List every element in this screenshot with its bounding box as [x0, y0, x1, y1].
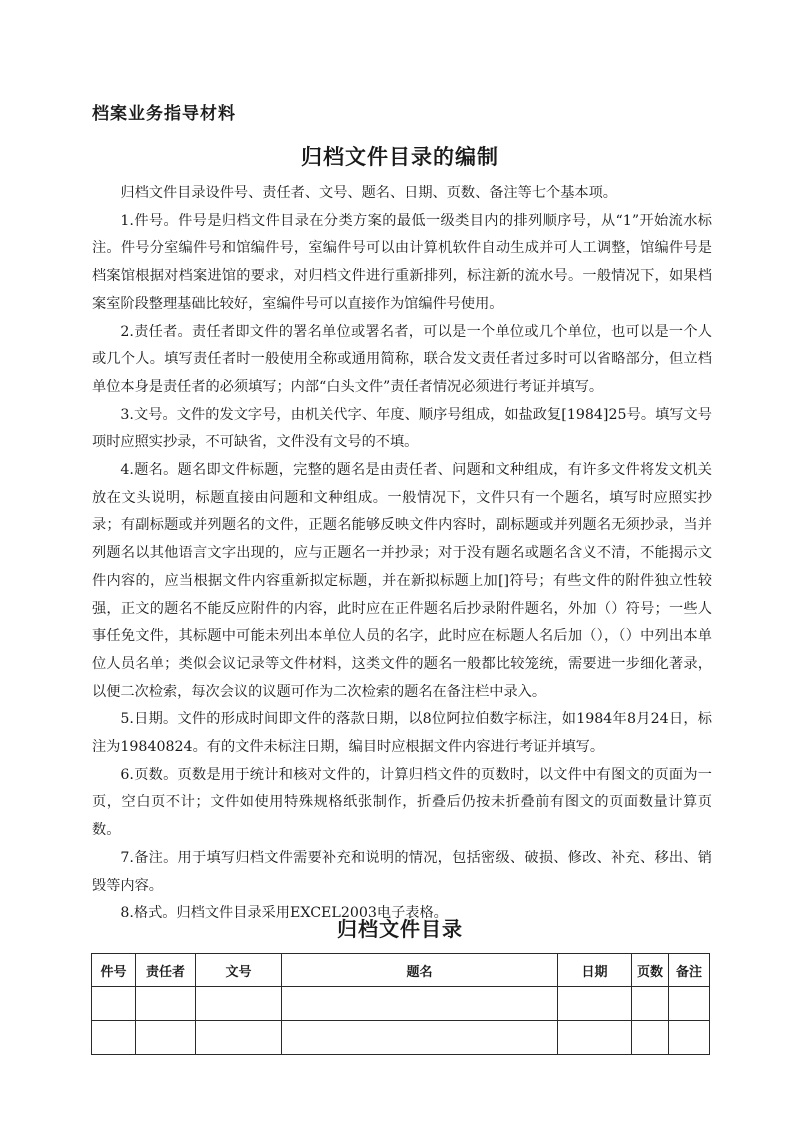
table-cell — [136, 1021, 196, 1055]
column-header-page-count: 页数 — [632, 954, 669, 987]
column-header-remarks: 备注 — [669, 954, 710, 987]
paragraph-document-number: 3.文号。文件的发文字号，由机关代字、年度、顺序号组成，如盐政复[1984]25号。填写文号项时应照实抄录，不可缺省，文件没有文号的不填。 — [92, 406, 712, 451]
paragraph-date: 5.日期。文件的形成时间即文件的落款日期，以8位阿拉伯数字标注，如1984年8月24日，标注为19840824。有的文件未标注日期，编目时应根据文件内容进行考证并填写。 — [92, 711, 712, 756]
table-cell — [282, 1021, 558, 1055]
table-cell — [669, 1021, 710, 1055]
table-cell — [632, 987, 669, 1021]
column-header-document-number: 文号 — [196, 954, 282, 987]
paragraph-item-number: 1.件号。件号是归档文件目录在分类方案的最低一级类目内的排列顺序号，从“1”开始流水标注。件号分室编件号和馆编件号，室编件号可以由计算机软件自动生成并可人工调整，馆编件号是档案馆根据对档案进馆的要求，对归档文件进行重新排列，标注新的流水号。一般情况下，如果档案室阶段整理基础比较好，室编件号可以直接作为馆编件号使用。 — [92, 212, 712, 312]
header-label: 档案业务指导材料 — [92, 104, 236, 124]
paragraph-remarks: 7.备注。用于填写归档文件需要补充和说明的情况，包括密级、破损、修改、补充、移出、销毁等内容。 — [92, 849, 712, 894]
paragraph-intro: 归档文件目录设件号、责任者、文号、题名、日期、页数、备注等七个基本项。 — [120, 185, 617, 201]
column-header-item-number: 件号 — [92, 954, 136, 987]
catalog-table — [91, 953, 710, 1055]
table-cell — [558, 987, 632, 1021]
table-title: 归档文件目录 — [337, 917, 463, 941]
paragraph-format: 8.格式。归档文件目录采用EXCEL2003电子表格。 — [120, 905, 448, 922]
table-cell — [92, 987, 136, 1021]
table-cell — [282, 987, 558, 1021]
table-cell — [558, 1021, 632, 1055]
body-text — [92, 180, 712, 928]
table-cell — [196, 987, 282, 1021]
column-header-responsible-party: 责任者 — [136, 954, 196, 987]
paragraph-responsible-party: 2.责任者。责任者即文件的署名单位或署名者，可以是一个单位或几个单位，也可以是一个人或几个人。填写责任者时一般使用全称或通用简称，联合发文责任者过多时可以省略部分，但立档单位本身是责任者的必须填写；内部“白头文件”责任者情况必须进行考证并填写。 — [92, 323, 712, 395]
document-title: 归档文件目录的编制 — [301, 145, 499, 169]
table-cell — [136, 987, 196, 1021]
table-header-row — [92, 954, 710, 987]
table-row — [92, 987, 710, 1021]
column-header-title: 题名 — [282, 954, 558, 987]
column-header-date: 日期 — [558, 954, 632, 987]
table-row — [92, 1021, 710, 1055]
table-cell — [669, 987, 710, 1021]
paragraph-title: 4.题名。题名即文件标题，完整的题名是由责任者、问题和文种组成，有许多文件将发文机关放在文头说明，标题直接由问题和文种组成。一般情况下，文件只有一个题名，填写时应照实抄录；有副标题或并列题名的文件，正题名能够反映文件内容时，副标题或并列题名无须抄录，当并列题名以其他语言文字出现的，应与正题名一并抄录；对于没有题名或题名含义不清，不能揭示文件内容的，应当根据文件内容重新拟定标题，并在新拟标题上加[]符号；有些文件的附件独立性较强，正文的题名不能反应附件的内容，此时应在正件题名后抄录附件题名，外加（）符号；一些人事任免文件，其标题中可能未列出本单位人员的名字，此时应在标题人名后加（），（）中列出本单位人员名单；类似会议记录等文件材料，这类文件的题名一般都比较笼统，需要进一步细化著录，以便二次检索，每次会议的议题可作为二次检索的题名在备注栏中录入。 — [92, 462, 712, 700]
paragraph-page-count: 6.页数。页数是用于统计和核对文件的，计算归档文件的页数时，以文件中有图文的页面为一页，空白页不计；文件如使用特殊规格纸张制作，折叠后仍按未折叠前有图文的页面数量计算页数。 — [92, 766, 712, 839]
table-cell — [92, 1021, 136, 1055]
table-cell — [196, 1021, 282, 1055]
table-cell — [632, 1021, 669, 1055]
